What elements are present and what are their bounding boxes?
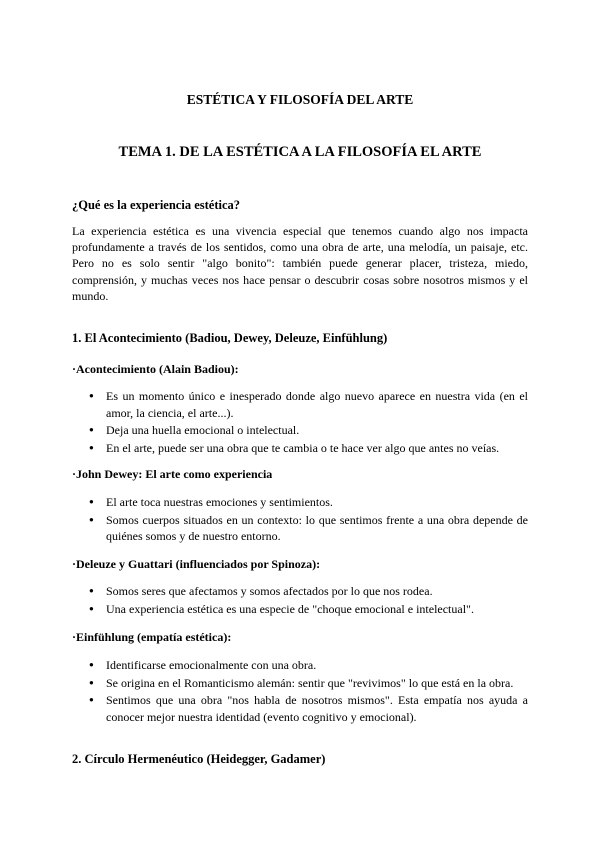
list-deleuze bbox=[72, 583, 528, 618]
sub-heading-einfuhlung: ·Einfühlung (empatía estética): bbox=[72, 630, 232, 644]
section-2-heading: 2. Círculo Hermenéutico (Heidegger, Gadamer) bbox=[72, 752, 326, 766]
intro-paragraph: La experiencia estética es una vivencia especial que tenemos cuando algo nos impacta profundamente a través de los sentidos, como una obra de arte, una melodía, un paisaje, etc. Pero no es solo sentir "algo bonito": también puede generar placer, tristeza, miedo, comprensión, y muchas veces nos hace pensar o descubrir cosas sobre nosotros mismos y el mundo. bbox=[72, 224, 528, 303]
section-1-heading: 1. El Acontecimiento (Badiou, Dewey, Deleuze, Einfühlung) bbox=[72, 331, 388, 345]
document-title: ESTÉTICA Y FILOSOFÍA DEL ARTE bbox=[186, 92, 414, 107]
list-item: ● En el arte, puede ser una obra que te cambia o te hace ver algo que antes no veías. bbox=[72, 440, 528, 457]
list-badiou bbox=[72, 388, 528, 457]
list-item: ● Una experiencia estética es una especie de "choque emocional e intelectual". bbox=[72, 601, 528, 618]
list-item: ● Somos cuerpos situados en un contexto: lo que sentimos frente a una obra depende de quiénes somos y de nuestro entorno. bbox=[72, 512, 528, 545]
list-item: ● Se origina en el Romanticismo alemán: sentir que "revivimos" lo que está en la obra. bbox=[72, 675, 528, 692]
list-item: ● Sentimos que una obra "nos habla de nosotros mismos". Esta empatía nos ayuda a conocer mejor nuestra identidad (evento cognitivo y emocional). bbox=[72, 692, 528, 725]
sub-heading-badiou: ·Acontecimiento (Alain Badiou): bbox=[72, 362, 239, 376]
list-item: ● Es un momento único e inesperado donde algo nuevo aparece en nuestra vida (en el amor, la ciencia, el arte...). bbox=[72, 388, 528, 421]
sub-heading-dewey: ·John Dewey: El arte como experiencia bbox=[72, 467, 273, 481]
list-einfuhlung bbox=[72, 657, 528, 726]
intro-question: ¿Qué es la experiencia estética? bbox=[72, 198, 241, 212]
list-item: ● Identificarse emocionalmente con una obra. bbox=[72, 657, 528, 674]
sub-heading-deleuze: ·Deleuze y Guattari (influenciados por Spinoza): bbox=[72, 557, 321, 571]
list-item: ● Deja una huella emocional o intelectual. bbox=[72, 422, 528, 439]
list-item: ● El arte toca nuestras emociones y sentimientos. bbox=[72, 494, 528, 511]
document-subtitle: TEMA 1. DE LA ESTÉTICA A LA FILOSOFÍA EL ARTE bbox=[118, 144, 482, 160]
list-item: ● Somos seres que afectamos y somos afectados por lo que nos rodea. bbox=[72, 583, 528, 600]
list-dewey bbox=[72, 494, 528, 546]
